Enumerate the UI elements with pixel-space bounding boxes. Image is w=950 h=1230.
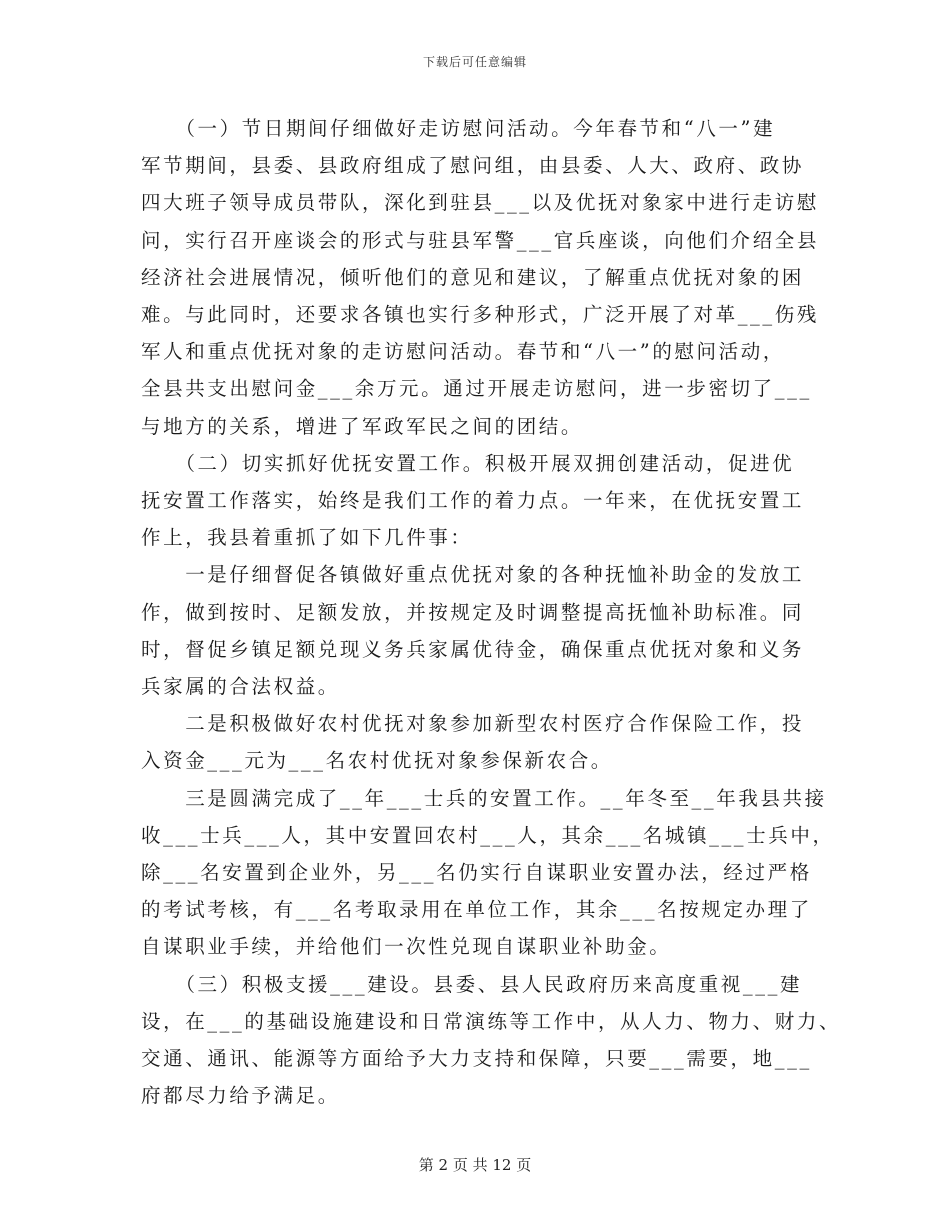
text-line: 四大班子领导成员带队，深化到驻县___以及优抚对象家中进行走访慰 — [141, 191, 819, 215]
text-line: 除___名安置到企业外，另___名仍实行自谋职业安置办法，经过严格 — [141, 861, 812, 885]
text-line: 抚安置工作落实，始终是我们工作的着力点。一年来，在优抚安置工 — [141, 489, 805, 513]
text-line: （一）节日期间仔细做好走访慰问活动。今年春节和“八一”建 — [141, 117, 776, 140]
paragraph-visits — [141, 110, 831, 445]
text-line: 府都尽力给予满足。 — [141, 1084, 340, 1108]
text-line: 收___士兵___人，其中安置回农村___人，其余___名城镇___士兵中， — [141, 823, 835, 847]
text-line: 兵家属的合法权益。 — [141, 675, 340, 699]
text-line: 作，做到按时、足额发放，并按规定及时调整提高抚恤补助标准。同 — [141, 600, 805, 624]
text-line: 军人和重点优抚对象的走访慰问活动。春节和“八一”的慰问活动， — [141, 340, 785, 364]
text-line: 问，实行召开座谈会的形式与驻县军警___官兵座谈，向他们介绍全县 — [141, 228, 819, 252]
text-line: 难。与此同时，还要求各镇也实行多种形式，广泛开展了对革___伤残 — [141, 303, 819, 327]
page-header: 下载后可任意编辑 — [422, 55, 527, 69]
text-line: 与地方的关系，增进了军政军民之间的团结。 — [141, 414, 584, 438]
paragraph-item-one — [141, 556, 831, 705]
text-line: 三是圆满完成了__年___士兵的安置工作。__年冬至__年我县共接 — [141, 786, 827, 810]
document-body — [141, 110, 842, 1114]
text-line: 时，督促乡镇足额兑现义务兵家属优待金，确保重点优抚对象和义务 — [141, 637, 805, 661]
text-line: 全县共支出慰问金___余万元。通过开展走访慰问，进一步密切了___ — [141, 377, 812, 401]
text-line: 一是仔细督促各镇做好重点优抚对象的各种抚恤补助金的发放工 — [141, 563, 805, 587]
text-line: 作上，我县着重抓了如下几件事： — [141, 526, 473, 550]
paragraph-item-three — [141, 780, 835, 966]
text-line: 设，在___的基础设施建设和日常演练等工作中，从人力、物力、财力、 — [141, 1009, 842, 1033]
text-line: 自谋职业手续，并给他们一次性兑现自谋职业补助金。 — [141, 935, 672, 959]
text-line: （三）积极支援___建设。县委、县人民政府历来高度重视___建 — [141, 972, 803, 996]
page-number: 第 2 页 共 12 页 — [418, 1156, 532, 1174]
text-line: （二）切实抓好优抚安置工作。积极开展双拥创建活动，促进优 — [141, 451, 795, 475]
text-line: 入资金___元为___名农村优抚对象参保新农合。 — [141, 749, 613, 773]
paragraph-item-two — [141, 705, 831, 779]
text-line: 军节期间，县委、县政府组成了慰问组，由县委、人大、政府、政协 — [141, 154, 805, 178]
text-line: 交通、通讯、能源等方面给予大力支持和保障，只要___需要，地___ — [141, 1047, 812, 1071]
text-line: 二是积极做好农村优抚对象参加新型农村医疗合作保险工作，投 — [141, 712, 805, 736]
text-line: 的考试考核，有___名考取录用在单位工作，其余___名按规定办理了 — [141, 898, 812, 922]
paragraph-placement — [141, 445, 831, 557]
paragraph-support — [141, 966, 842, 1115]
text-line: 经济社会进展情况，倾听他们的意见和建议，了解重点优抚对象的困 — [141, 265, 805, 289]
